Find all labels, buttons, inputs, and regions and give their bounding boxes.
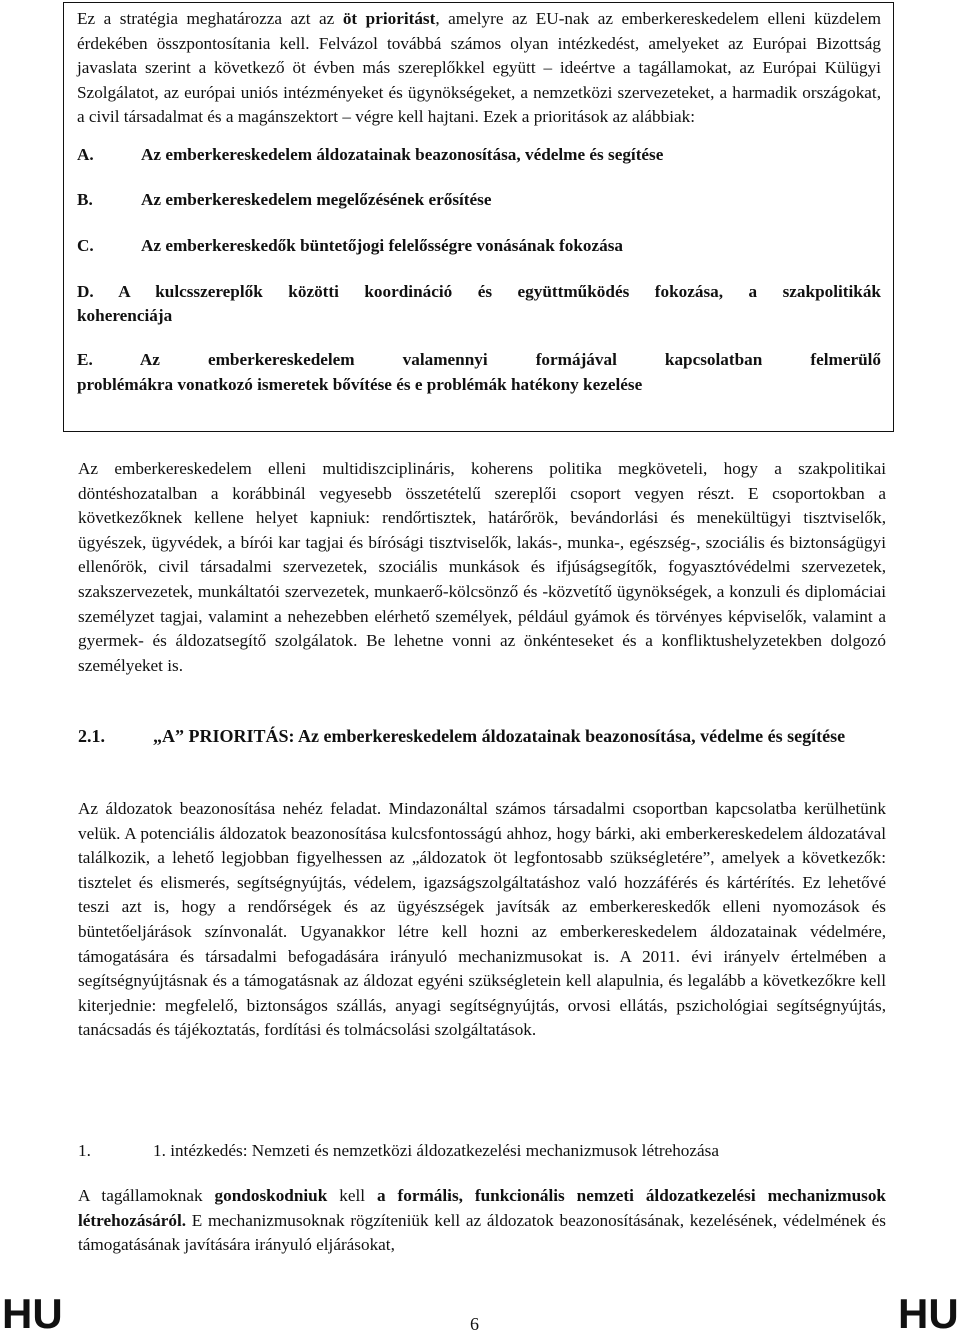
priority-a: A. Az emberkereskedelem áldozatainak beazonosítása, védelme és segítése [77,144,664,164]
section-number: 2.1. [78,726,105,746]
measure-number: 1. [78,1141,91,1160]
paragraph-victims: Az áldozatok beazonosítása nehéz feladat. Mindazonáltal számos társadalmi csoportban kapcsolatba kerülhetünk velük. A potenciális áldozatok beazonosítása kulcsfontosságú ahhoz, hogy bárki, aki emberkereskedelem áldozatával találkozik, a lehető legjobban figyelhessen az „áldozatok öt legfontosabb szükségletére”, amelyek a következők: tisztelet és elismerés, segítségnyújtás, védelem, igazságszolgáltatáshoz való hozzáférés és kártérítés. Ez lehetővé teszi azt is, hogy a rendőrségek és az ügyészségek javítsák az emberkereskedők elleni nyomozások és büntetőeljárások színvonalát. Ugyanakkor létre kell hozni az emberkereskedelem áldozatainak védelmére, támogatására és társadalmi befogadására irányuló mechanizmusokat is. A 2011. évi irányelv értelmében a segítségnyújtásnak és a támogatásnak az áldozat egyéni szükségletein kell alapulnia, és legalább a következőkre kell kiterjednie: megfelelő, biztonságos szállás, anyagi segítségnyújtás, orvosi ellátás, pszichológiai segítségnyújtás, tanácsadás és tájékoztatás, fordítási és tolmácsolási szolgáltatások. [78,799,886,1040]
box-intro-emphasis: öt prioritást [342,9,436,28]
priority-d: D. A kulcsszereplők közötti koordináció és együttműködés fokozása, a szakpolitikák koherenciája [77,281,881,326]
measure-heading [78,1139,886,1164]
footer-language-right: HU [898,1290,959,1337]
priority-c: C. Az emberkereskedők büntetőjogi felelősségre vonásának fokozása [77,236,624,256]
section-title: „A” PRIORITÁS: Az emberkereskedelem áldozatainak beazonosítása, védelme és segítése [153,726,846,746]
page-number: 6 [470,1314,479,1334]
priorities-box [63,2,894,432]
footer-language-left: HU [2,1290,63,1337]
paragraph-mechanisms: A tagállamoknak gondoskodniuk kell a formális, funkcionális nemzeti áldozatkezelési mechanizmusok létrehozásáról. E mechanizmusoknak rögzíteniük kell az áldozatok beazonosításának, kezelésének, védelmének és támogatásának javítására irányuló eljárásokat, [78,1186,886,1255]
priority-b: B. Az emberkereskedelem megelőzésének erősítése [77,189,492,209]
priority-e: E. Az emberkereskedelem valamennyi formájával kapcsolatban felmerülő problémákra vonatkozó ismeretek bővítése és e problémák hatékony kezelése [77,349,881,394]
section-heading [78,724,886,749]
paragraph-stakeholders: Az emberkereskedelem elleni multidiszciplináris, koherens politika megköveteli, hogy a szakpolitikai döntéshozatalban a korábbinál vegyesebb összetételű szereplői csoport vegyen részt. E csoportokban a következőknek kellene helyet kapniuk: rendőrtisztek, határőrök, bevándorlási és menekültügyi tisztviselők, ügyészek, ügyvédek, a bírói kar tagjai és bírósági tisztviselők, lakás-, munka-, egészség-, szociális és biztonságügyi ellenőrök, civil társadalmi szervezetek, szociális munkások és ifjúságsegítők, fogyasztóvédelmi szervezetek, szakszervezetek, munkáltatói szervezetek, munkaerő-kölcsönző és -közvetítő ügynökségek, a konzuli és diplomáciai személyzet tagjai, valamint a nehezebben elérhető személyek, például gyámok és törvényes képviselők, valamint a gyermek- és áldozatsegítő szolgálatok. Be lehetne vonni az önkénteseket és a konfliktushelyzetekben dolgozó személyeket is. [78,459,886,675]
measure-title: 1. intézkedés: Nemzeti és nemzetközi áldozatkezelési mechanizmusok létrehozása [153,1141,719,1160]
box-intro: Ez a stratégia meghatározza azt az öt prioritást, amelyre az EU-nak az emberkereskedelem elleni küzdelem érdekében összpontosítania kell. Felvázol továbbá számos olyan intézkedést, amelyeket az Európai Bizottság javaslata szerint a következő öt évben más szereplőkkel együtt – ideértve a tagállamokat, az Európai Külügyi Szolgálatot, az európai uniós intézményeket és ügynökségeket, a nemzetközi szervezeteket, a harmadik országokat, a civil társadalmat és a magánszektort – végre kell hajtani. Ezek a prioritások az alábbiak: [77,9,881,127]
